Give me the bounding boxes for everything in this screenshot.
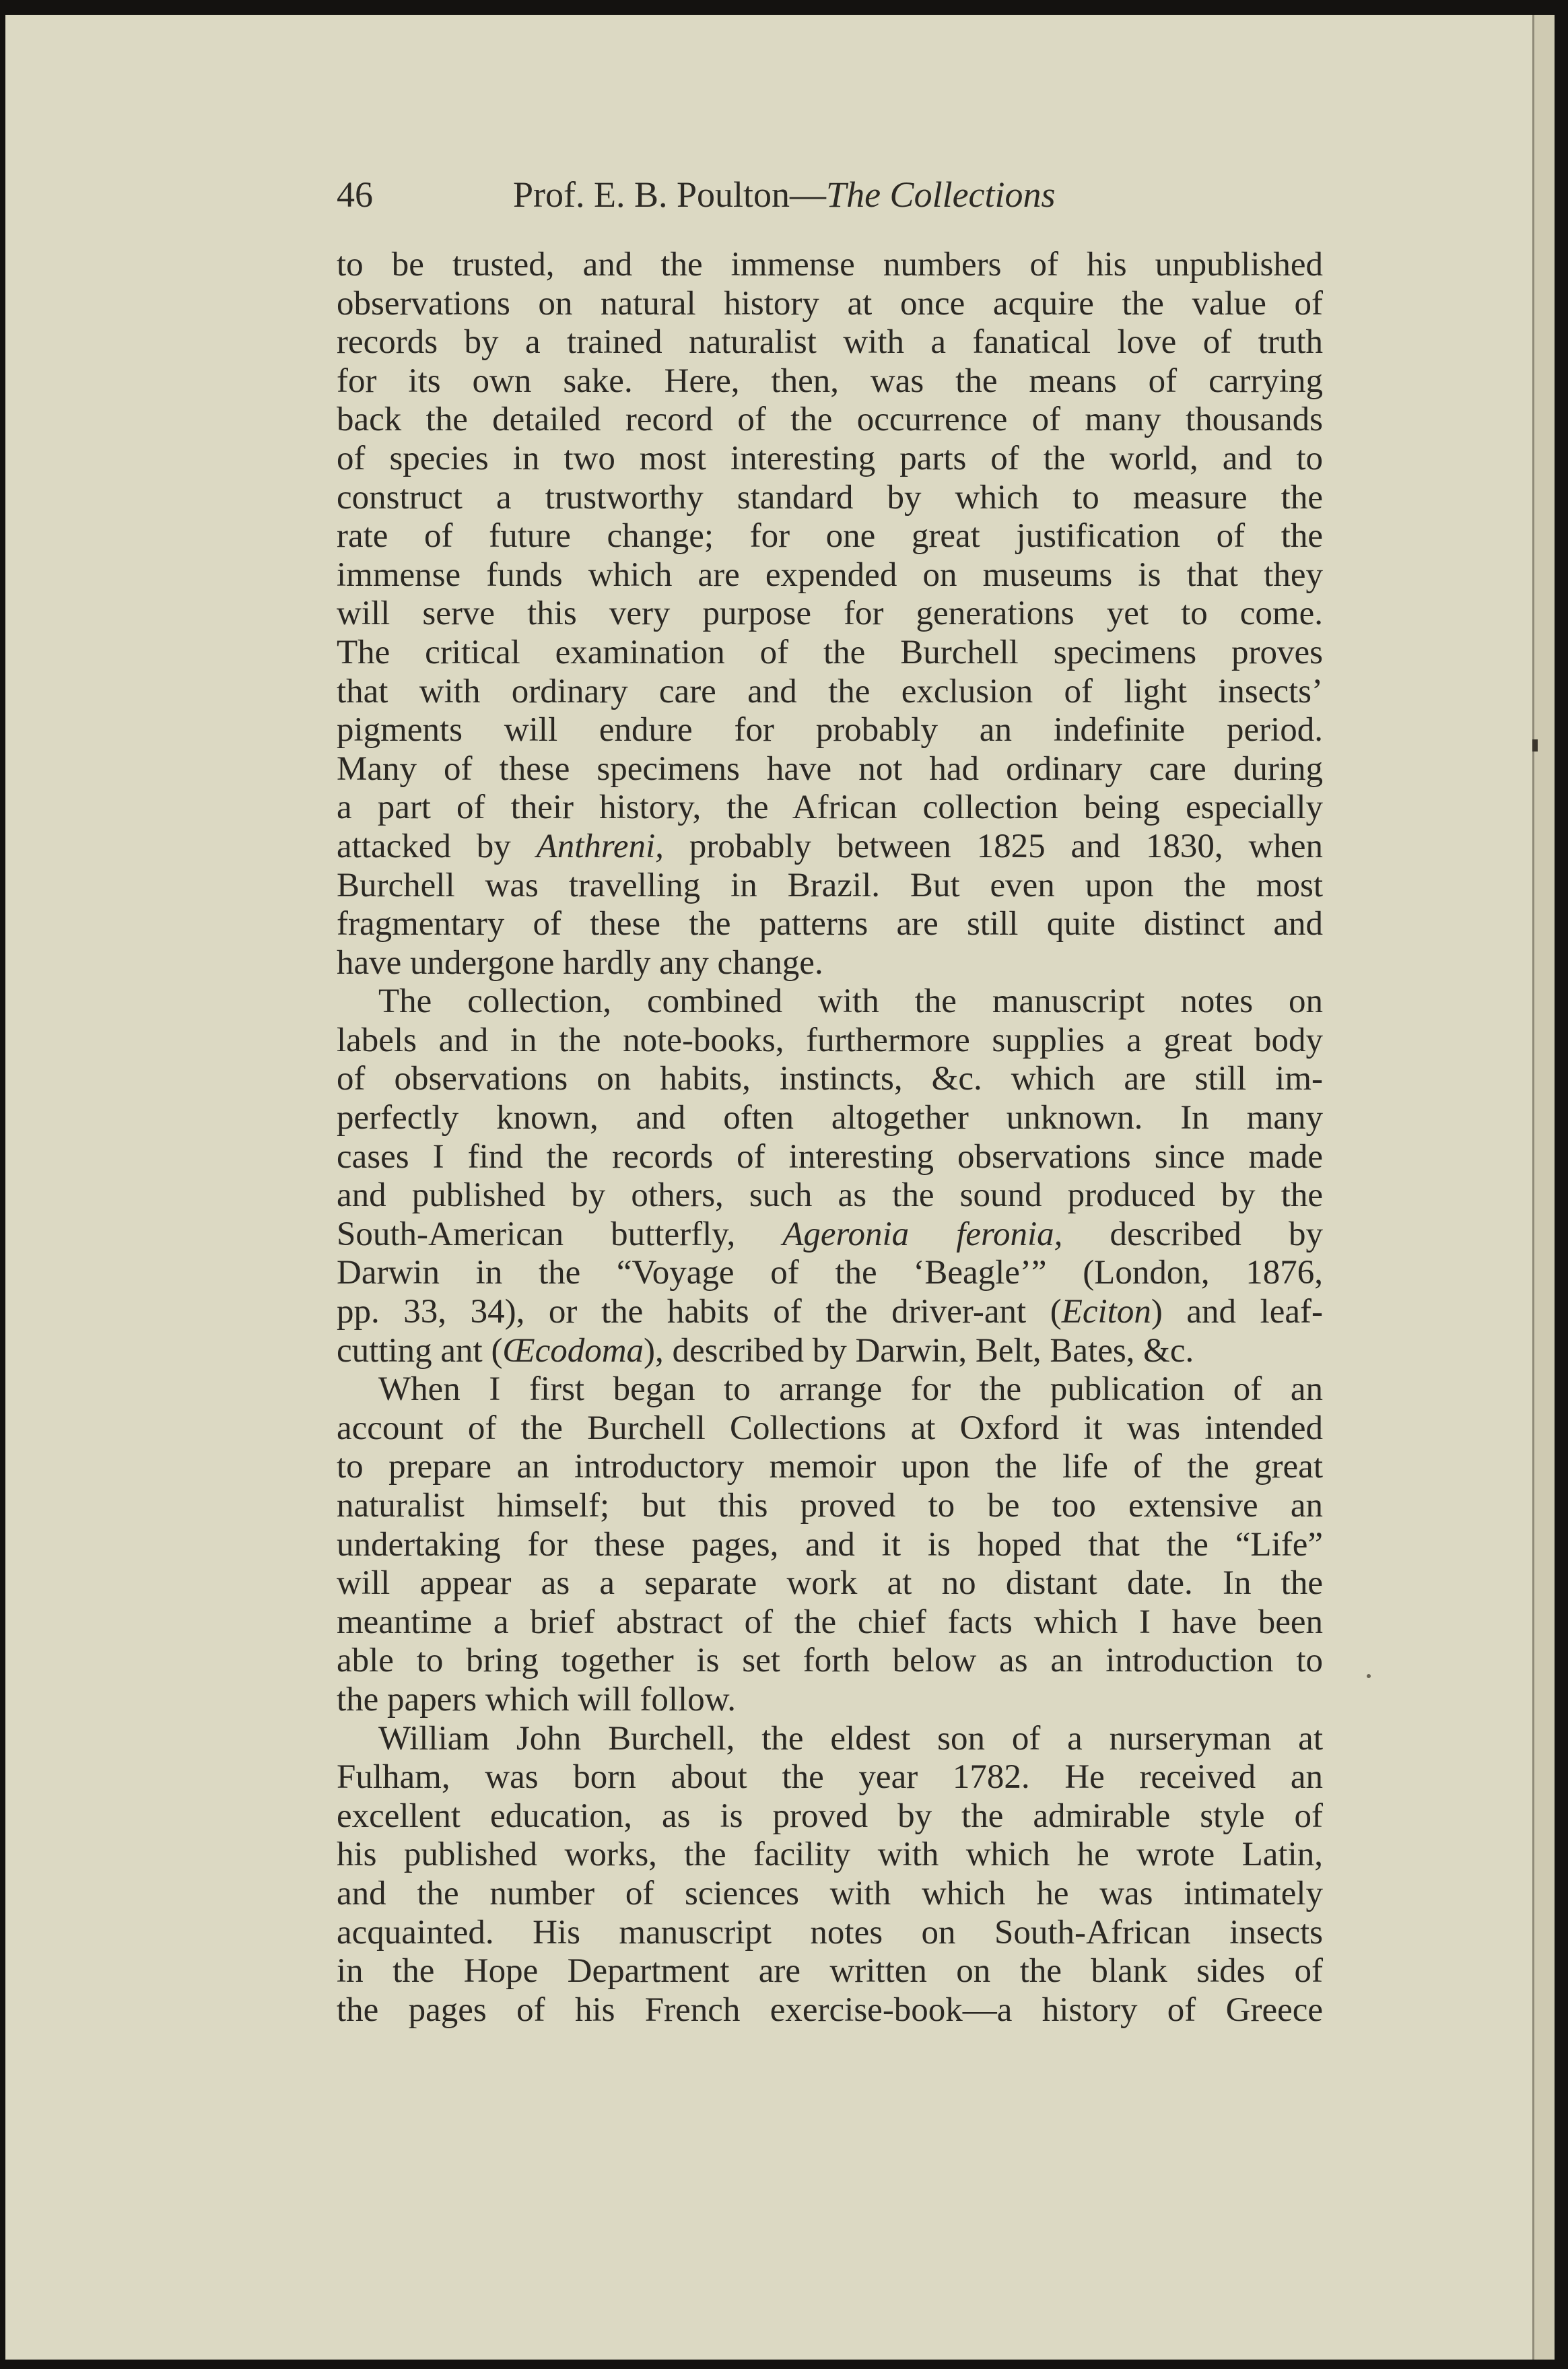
text-line: for its own sake. Here, then, was the means of carrying <box>337 362 1323 400</box>
text-run: South-American butterfly, <box>337 1215 783 1253</box>
text-line: Fulham, was born about the year 1782. He received an <box>337 1758 1323 1797</box>
italic-taxon-name: Eciton <box>1061 1293 1151 1331</box>
text-line: to prepare an introductory memoir upon the life of the great <box>337 1448 1323 1486</box>
text-line: When I first began to arrange for the publication of an <box>378 1370 1323 1409</box>
text-line: back the detailed record of the occurrence of many thousands <box>337 401 1323 439</box>
text-run: cutting ant ( <box>337 1331 503 1370</box>
text-line: the pages of his French exercise-book—a history of Greece <box>337 1991 1323 2029</box>
text-line: naturalist himself; but this proved to be too extensive an <box>337 1487 1323 1525</box>
text-line: pigments will endure for probably an indefinite period. <box>337 711 1323 749</box>
text-line: records by a trained naturalist with a fanatical love of truth <box>337 323 1323 362</box>
text-line: that with ordinary care and the exclusion of light insects’ <box>337 672 1323 710</box>
text-line <box>337 1293 1323 1332</box>
text-line: William John Burchell, the eldest son of a nurseryman at <box>378 1719 1323 1758</box>
running-head <box>337 174 1131 221</box>
text-run: ), described by Darwin, Belt, Bates, &c. <box>644 1331 1194 1370</box>
text-line <box>337 1215 1323 1255</box>
text-line: and the number of sciences with which he was intimately <box>337 1874 1323 1912</box>
text-line: in the Hope Department are written on the blank sides of <box>337 1952 1323 1991</box>
text-run: probably between 1825 and 1830, when <box>663 827 1323 865</box>
text-line: to be trusted, and the immense numbers of his unpublished <box>337 246 1323 283</box>
text-line: have undergone hardly any change. <box>337 943 823 982</box>
text-run: pp. 33, 34), or the habits of the driver-ant ( <box>337 1293 1062 1331</box>
text-line: will appear as a separate work at no distant date. In the <box>337 1564 1323 1603</box>
facing-page-edge <box>1532 15 1555 2360</box>
body-text <box>337 246 1323 2030</box>
text-line: immense funds which are expended on museums is that they <box>337 556 1323 594</box>
text-line: cases I find the records of interesting observations since made <box>337 1137 1323 1176</box>
text-line <box>337 1332 1323 1371</box>
text-run: described by <box>1062 1215 1323 1253</box>
text-line: construct a trustworthy standard by which to measure the <box>337 478 1323 516</box>
text-line: of species in two most interesting parts of the world, and to <box>337 439 1323 477</box>
text-line: excellent education, as is proved by the admirable style of <box>337 1797 1323 1835</box>
text-run: attacked by <box>337 827 537 865</box>
page-number: 46 <box>337 174 373 215</box>
italic-taxon-name: Ageronia feronia, <box>782 1215 1063 1253</box>
text-line: account of the Burchell Collections at Oxford it was intended <box>337 1409 1323 1447</box>
text-line: undertaking for these pages, and it is hoped that the “Life” <box>337 1525 1323 1564</box>
scan-blemish <box>1532 739 1538 752</box>
running-head-title: The Collections <box>826 174 1056 215</box>
italic-taxon-name: Anthreni, <box>536 827 664 865</box>
text-line: The collection, combined with the manuscript notes on <box>378 982 1323 1021</box>
text-line: observations on natural history at once acquire the value of <box>337 284 1323 323</box>
text-line: will serve this very purpose for generations yet to come. <box>337 595 1323 633</box>
text-line: Darwin in the “Voyage of the ‘Beagle’” (London, 1876, <box>337 1254 1323 1292</box>
text-line: labels and in the note-books, furthermore supplies a great body <box>337 1021 1323 1059</box>
text-line: his published works, the facility with which he wrote Latin, <box>337 1836 1323 1874</box>
text-line: perfectly known, and often altogether unknown. In many <box>337 1099 1323 1137</box>
text-line: Burchell was travelling in Brazil. But even upon the most <box>337 866 1323 904</box>
text-line: a part of their history, the African collection being especially <box>337 789 1323 827</box>
text-line: meantime a brief abstract of the chief facts which I have been <box>337 1603 1323 1641</box>
text-line: the papers which will follow. <box>337 1680 736 1719</box>
italic-taxon-name: Œcodoma <box>502 1331 644 1370</box>
scan-speck <box>1367 1674 1371 1678</box>
text-line: fragmentary of these the patterns are still quite distinct and <box>337 905 1323 943</box>
text-line: of observations on habits, instincts, &c. which are still im- <box>337 1060 1323 1098</box>
text-line: Many of these specimens have not had ordinary care during <box>337 749 1323 788</box>
text-line: The critical examination of the Burchell specimens proves <box>337 633 1323 671</box>
text-line: and published by others, such as the sound produced by the <box>337 1176 1323 1215</box>
text-line <box>337 828 1323 867</box>
text-line: rate of future change; for one great justification of the <box>337 517 1323 556</box>
author-name: Prof. E. B. Poulton— <box>513 174 827 215</box>
text-line: able to bring together is set forth below as an introduction to <box>337 1642 1323 1680</box>
text-run: ) and leaf- <box>1151 1293 1323 1331</box>
running-head-author <box>513 174 1056 215</box>
text-line: acquainted. His manuscript notes on South-African insects <box>337 1913 1323 1951</box>
